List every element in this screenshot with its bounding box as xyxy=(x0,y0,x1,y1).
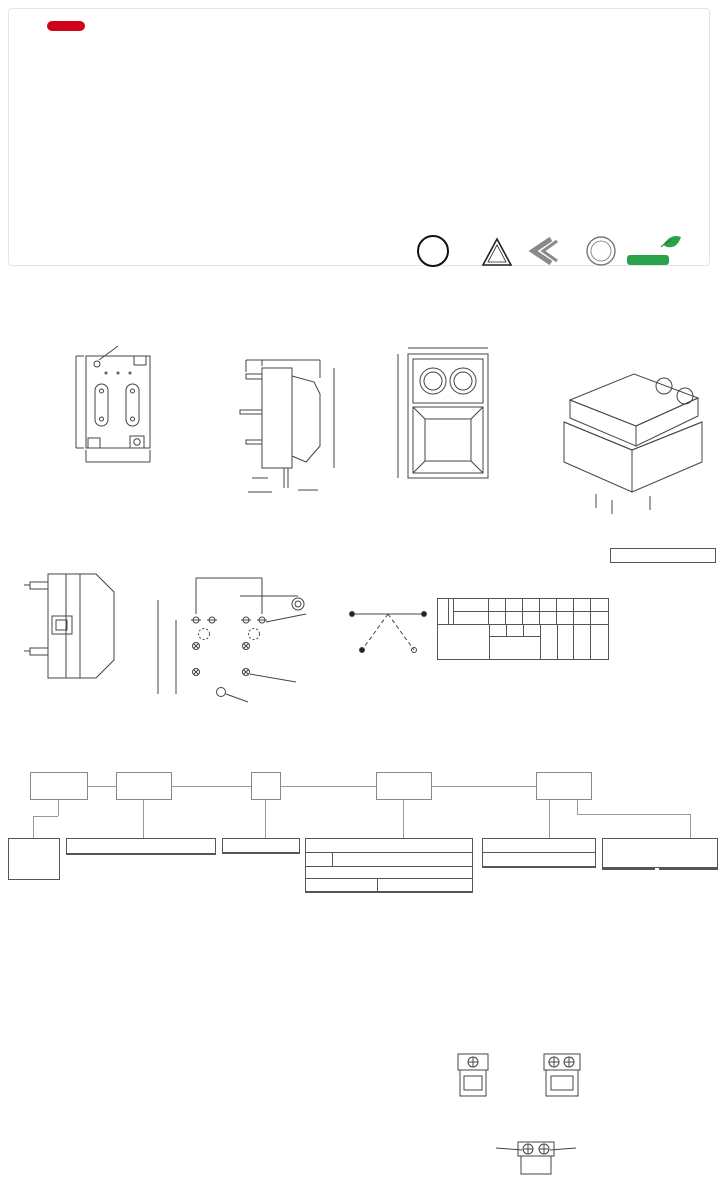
section-row xyxy=(306,867,472,880)
table-header xyxy=(602,838,718,868)
table-header xyxy=(223,839,299,853)
hole-pattern-drawing xyxy=(158,578,306,702)
table-footer xyxy=(438,625,608,659)
cap-color-legend xyxy=(610,548,716,563)
connector-line xyxy=(577,800,578,814)
right-header xyxy=(377,879,448,891)
cell xyxy=(574,599,591,611)
table-header xyxy=(306,839,472,853)
left-right-led-switch-icon xyxy=(496,1142,576,1174)
product-info-card xyxy=(8,8,710,266)
connector-line xyxy=(432,786,536,787)
footer-label xyxy=(507,625,524,636)
cell xyxy=(557,599,574,611)
front-view-drawing xyxy=(76,346,150,462)
connector-line xyxy=(281,786,376,787)
cell xyxy=(523,612,540,625)
connector-line xyxy=(690,814,691,838)
code-box-capstyle xyxy=(116,772,172,800)
marking-left-column xyxy=(602,868,655,870)
circuit-diagram xyxy=(350,612,427,653)
left-header xyxy=(306,879,377,891)
cap-color-table xyxy=(222,838,300,854)
k10-icon xyxy=(533,239,557,263)
connector-line xyxy=(143,800,144,838)
cell xyxy=(489,599,506,611)
special-table xyxy=(482,838,596,868)
cell xyxy=(506,612,523,625)
pcb-drawings xyxy=(0,560,440,708)
code-box-model xyxy=(30,772,88,800)
certification-icons xyxy=(405,231,683,276)
code-box-special-marking xyxy=(536,772,592,800)
footer-label xyxy=(558,625,575,659)
footer-label xyxy=(490,637,539,659)
led-color xyxy=(454,599,489,611)
connector-line xyxy=(33,816,34,838)
brand-row xyxy=(31,21,85,31)
table-header xyxy=(483,853,595,867)
single-led-switch-icon xyxy=(458,1054,488,1096)
led-color-table xyxy=(305,838,473,893)
connector-line xyxy=(88,786,116,787)
marking-right-column xyxy=(659,868,718,870)
side-view-drawing xyxy=(240,360,334,492)
cap-style-table xyxy=(66,838,216,855)
led-code xyxy=(306,853,333,866)
connector-line xyxy=(58,800,59,816)
connector-line xyxy=(403,800,404,838)
connector-line xyxy=(33,816,58,817)
cell xyxy=(506,599,523,611)
led-terminal-diagrams xyxy=(448,1042,624,1176)
table-row xyxy=(306,853,472,867)
connector-line xyxy=(577,814,690,815)
two-led-switch-icon xyxy=(544,1054,580,1096)
footer-label xyxy=(490,625,507,636)
cell xyxy=(540,599,557,611)
cell xyxy=(591,612,608,625)
cqc-icon xyxy=(587,237,615,265)
footer-label xyxy=(541,625,558,659)
legend-footer xyxy=(611,549,715,562)
footer-label xyxy=(591,625,608,659)
cell xyxy=(557,612,574,625)
model-label-box xyxy=(8,838,60,880)
top-view-drawing xyxy=(398,348,488,478)
switch-drawings xyxy=(0,320,720,525)
marking-table xyxy=(602,838,718,868)
code-box-capcolor xyxy=(251,772,281,800)
table-row xyxy=(454,599,608,612)
connector-line xyxy=(172,786,251,787)
led-color xyxy=(454,612,489,625)
led-spec-table xyxy=(437,598,609,660)
connector-line xyxy=(549,800,550,838)
table-header xyxy=(483,839,595,853)
connector-line xyxy=(265,800,266,838)
led-code xyxy=(438,599,449,624)
follow-button[interactable] xyxy=(47,21,85,31)
subheader-row xyxy=(306,879,472,892)
isometric-view-drawing xyxy=(564,374,702,514)
table-row xyxy=(454,612,608,625)
rohs-icon xyxy=(627,236,681,265)
cell xyxy=(591,599,608,611)
cell xyxy=(489,612,506,625)
ul-icon xyxy=(418,236,448,266)
table-header xyxy=(67,839,215,854)
cell xyxy=(540,612,557,625)
footer-label xyxy=(524,625,540,636)
cell xyxy=(574,612,591,625)
code-box-ledcolor xyxy=(376,772,432,800)
table-row xyxy=(438,599,608,625)
footer-label xyxy=(574,625,591,659)
side-profile-drawing xyxy=(24,574,114,678)
cell xyxy=(523,599,540,611)
vde-icon xyxy=(483,239,511,265)
